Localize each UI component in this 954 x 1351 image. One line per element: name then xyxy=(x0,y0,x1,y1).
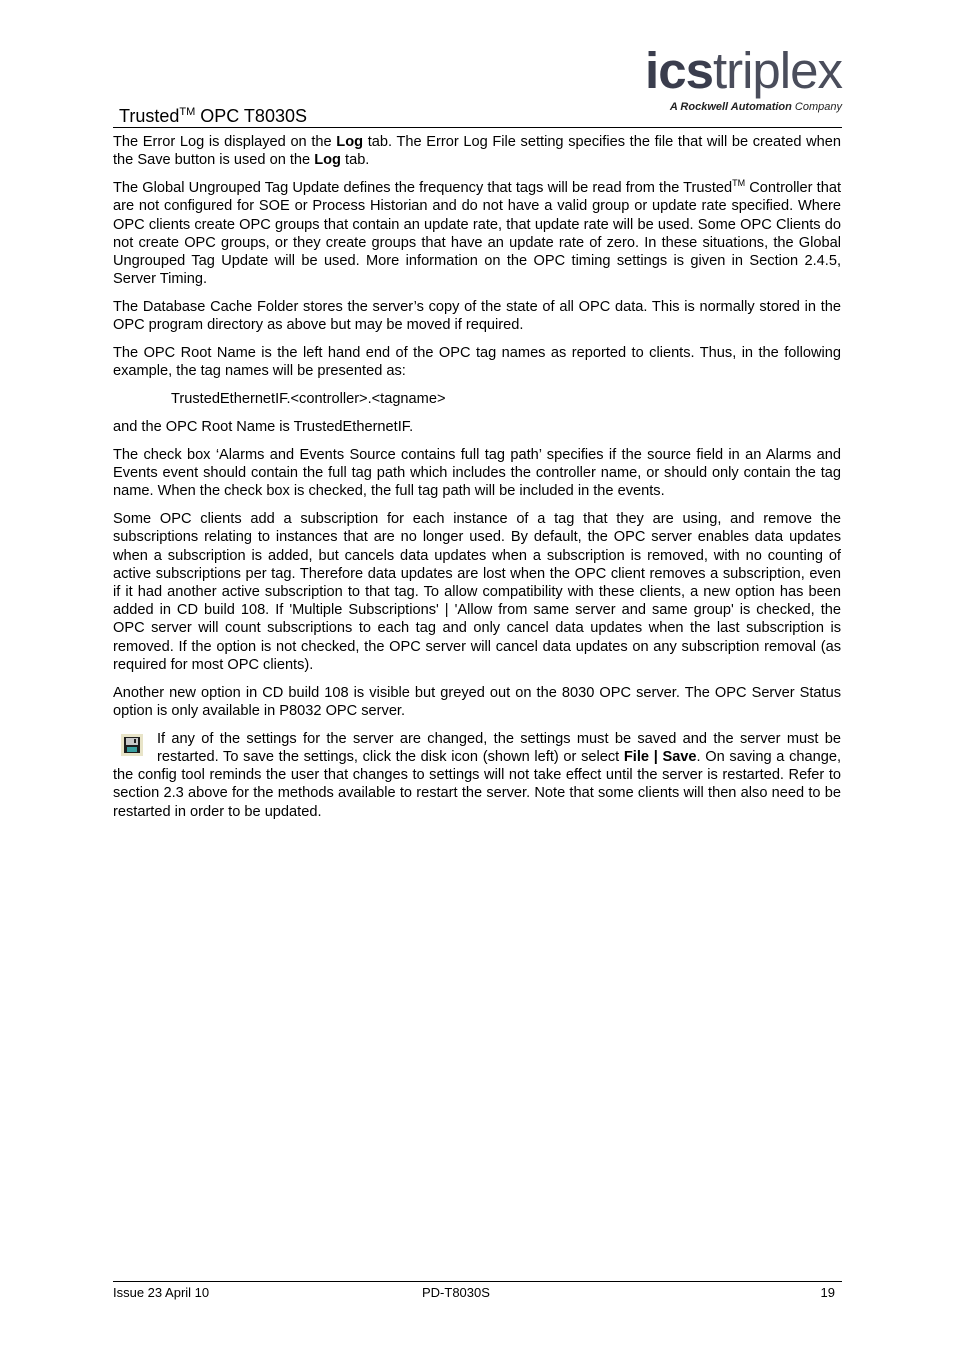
paragraph-opc-root-name: The OPC Root Name is the left hand end of the OPC tag names as reported to clients. Thus, in the following example, the tag names will be presented as: xyxy=(113,345,841,380)
bold-file-save: File | Save xyxy=(623,749,697,766)
paragraph-global-ungrouped xyxy=(113,179,841,288)
title-text: Trusted xyxy=(119,106,180,126)
logo-tagline-bold: A Rockwell Automation xyxy=(669,101,792,113)
page-footer xyxy=(113,1281,842,1306)
logo-tagline-rest: Company xyxy=(791,101,842,113)
text: If any of the settings for the server are changed, the settings must be saved and the server must be restarted. To save the settings, click the disk icon (shown left) or select xyxy=(157,730,841,766)
text: Controller that are not configured for SOE or Process Historian and do not have a valid group or update rate specified. Where OPC clients create OPC groups that contain an update rate, that update rate will be used. Some OPC Clients do not create OPC groups, or they create groups that have an update rate of zero. In these situations, the Global Ungrouped Tag Update will be used. More information on the OPC timing settings is given in Section 2.4.5, Server Timing. xyxy=(113,180,842,288)
text: tab. The Error Log File setting specifies the file that will be created when the Save button is used on the xyxy=(113,134,841,169)
paragraph-root-name-value: and the OPC Root Name is TrustedEthernetIF. xyxy=(113,419,414,436)
text: . On saving a change, the config tool reminds the user that changes to settings will not take effect until the server is restarted. Refer to section 2.3 above for the methods available to restart the server. Note that some clients will then also need to be restarted in order to be updated. xyxy=(113,749,841,820)
paragraph-alarms-events: The check box ‘Alarms and Events Source contains full tag path’ specifies if the source field in an Alarms and Events event should contain the full tag path which includes the controller name, or should only contain the tag name. When the check box is checked, the full tag path will be included in the events. xyxy=(113,446,841,500)
footer-page-number: 19 xyxy=(820,1285,835,1300)
footer-issue: Issue 23 April 10 xyxy=(113,1285,210,1300)
logo-ics: ics xyxy=(645,42,713,99)
bold-log: Log xyxy=(314,152,341,169)
text: The Global Ungrouped Tag Update defines the frequency that tags will be read from the Trusted xyxy=(113,180,733,197)
bold-log: Log xyxy=(336,134,364,150)
paragraph-error-log xyxy=(113,133,841,169)
paragraph-server-status: Another new option in CD build 108 is visible but greyed out on the 8030 OPC server. The OPC Server Status option is only available in P8032 OPC server. xyxy=(113,684,841,719)
page-body xyxy=(113,133,841,831)
trademark-sup: TM xyxy=(732,178,746,189)
logo-tagline xyxy=(602,100,842,114)
page-header xyxy=(113,40,842,128)
example-tag-path: TrustedEthernetIF.<controller>.<tagname> xyxy=(171,391,446,408)
paragraph-subscriptions: Some OPC clients add a subscription for each instance of a tag that they are using, and remove the subscriptions relating to instances that are no longer used. By default, the OPC server enables data updates when a subscription is added, but cancels data updates when a subscription is removed, with no counting of active subscriptions per tag. Therefore data updates are lost when the OPC client removes a subscription, even if it had another active subscription to that tag. To allow compatibility with these clients, a new option has been added in CD build 108. If 'Multiple Subscriptions' | 'Allow from same server and same group' is checked, the OPC server will count subscriptions to each tag and only cancel data updates when the last subscription is removed. If the option is not checked, the OPC server will cancel data updates on any subscription removal (as required for most OPC clients). xyxy=(113,511,841,673)
logo-wordmark xyxy=(602,44,842,98)
paragraph-database-cache: The Database Cache Folder stores the server’s copy of the state of all OPC data. This is normally stored in the OPC program directory as above but may be moved if required. xyxy=(113,299,841,334)
document-title xyxy=(119,101,307,127)
text: tab. xyxy=(340,152,370,169)
title-product: OPC T8030S xyxy=(195,106,307,126)
paragraph-save-settings xyxy=(113,730,841,821)
logo-triplex: triplex xyxy=(712,42,842,99)
footer-doc-id: PD-T8030S xyxy=(422,1285,490,1300)
floppy-disk-icon xyxy=(121,734,143,756)
text: The Error Log is displayed on the xyxy=(113,134,337,150)
trademark-sup: TM xyxy=(179,106,196,118)
company-logo xyxy=(602,44,842,120)
